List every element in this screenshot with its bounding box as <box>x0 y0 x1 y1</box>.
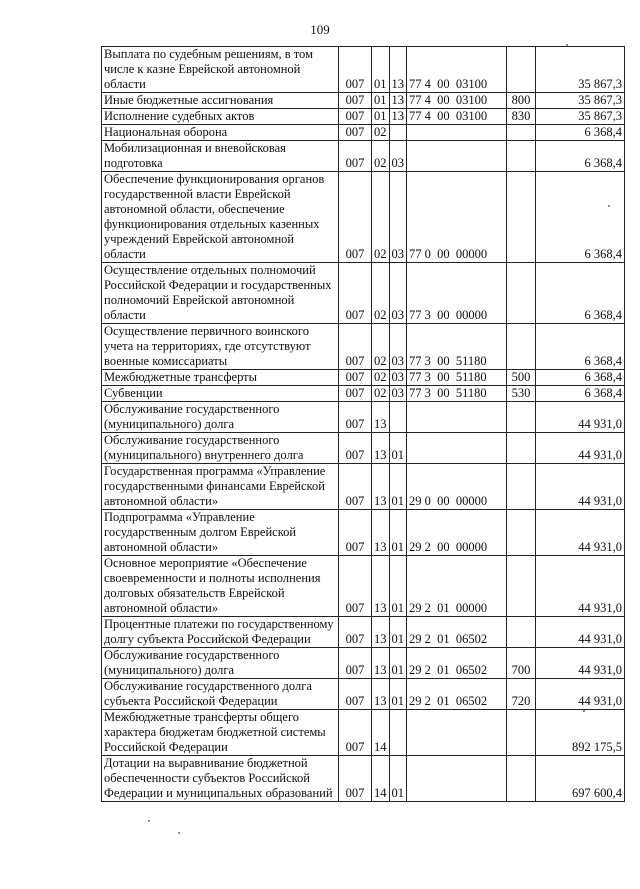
cell-subsection-code: 03 <box>389 370 407 386</box>
cell-name: Дотации на выравнивание бюджетной обеспеченности субъектов Российской Федерации и муниципальных образований <box>102 756 339 802</box>
cell-section-code: 13 <box>372 679 390 710</box>
cell-expense-type-code <box>507 141 536 172</box>
cell-target-article-code: 77 3 00 51180 <box>407 386 507 402</box>
cell-expense-type-code <box>507 125 536 141</box>
cell-section-code: 13 <box>372 464 390 510</box>
cell-target-article-code <box>407 710 507 756</box>
cell-expense-type-code <box>507 324 536 370</box>
cell-expense-type-code <box>507 47 536 93</box>
table-row <box>102 172 625 263</box>
cell-name: Основное мероприятие «Обеспечение своевременности и полноты исполнения долговых обязательств Еврейской автономной области» <box>102 556 339 617</box>
cell-expense-type-code <box>507 510 536 556</box>
table-row <box>102 141 625 172</box>
cell-admin-code: 007 <box>339 617 372 648</box>
scan-speck <box>178 832 180 834</box>
cell-subsection-code: 03 <box>389 263 407 324</box>
table-row <box>102 756 625 802</box>
cell-section-code: 01 <box>372 47 390 93</box>
cell-target-article-code: 77 4 00 03100 <box>407 47 507 93</box>
cell-amount: 6 368,4 <box>536 172 625 263</box>
cell-admin-code: 007 <box>339 679 372 710</box>
cell-expense-type-code: 720 <box>507 679 536 710</box>
table-row <box>102 510 625 556</box>
cell-target-article-code: 29 0 00 00000 <box>407 464 507 510</box>
cell-name: Межбюджетные трансферты общего характера бюджетам бюджетной системы Российской Федерации <box>102 710 339 756</box>
cell-amount: 6 368,4 <box>536 324 625 370</box>
cell-subsection-code <box>389 710 407 756</box>
cell-target-article-code <box>407 141 507 172</box>
cell-admin-code: 007 <box>339 263 372 324</box>
cell-admin-code: 007 <box>339 710 372 756</box>
cell-admin-code: 007 <box>339 109 372 125</box>
cell-name: Осуществление первичного воинского учета на территориях, где отсутствуют военные комиссариаты <box>102 324 339 370</box>
cell-amount: 35 867,3 <box>536 47 625 93</box>
table-row <box>102 47 625 93</box>
cell-target-article-code: 77 3 00 51180 <box>407 370 507 386</box>
cell-amount: 6 368,4 <box>536 386 625 402</box>
cell-admin-code: 007 <box>339 556 372 617</box>
cell-subsection-code: 13 <box>389 93 407 109</box>
cell-subsection-code: 01 <box>389 617 407 648</box>
cell-subsection-code: 03 <box>389 386 407 402</box>
table-row <box>102 648 625 679</box>
cell-admin-code: 007 <box>339 172 372 263</box>
budget-table-body <box>102 47 625 802</box>
cell-section-code: 02 <box>372 125 390 141</box>
cell-expense-type-code: 700 <box>507 648 536 679</box>
cell-expense-type-code <box>507 756 536 802</box>
cell-section-code: 01 <box>372 93 390 109</box>
cell-section-code: 14 <box>372 710 390 756</box>
table-row <box>102 263 625 324</box>
table-row <box>102 710 625 756</box>
cell-admin-code: 007 <box>339 648 372 679</box>
cell-target-article-code: 77 3 00 51180 <box>407 324 507 370</box>
cell-admin-code: 007 <box>339 386 372 402</box>
cell-admin-code: 007 <box>339 370 372 386</box>
cell-subsection-code: 03 <box>389 141 407 172</box>
cell-subsection-code: 13 <box>389 109 407 125</box>
cell-target-article-code <box>407 125 507 141</box>
cell-section-code: 13 <box>372 617 390 648</box>
budget-table <box>101 46 625 802</box>
cell-target-article-code: 29 2 01 00000 <box>407 556 507 617</box>
cell-amount: 44 931,0 <box>536 510 625 556</box>
cell-admin-code: 007 <box>339 433 372 464</box>
cell-target-article-code: 29 2 01 06502 <box>407 679 507 710</box>
table-row <box>102 125 625 141</box>
cell-name: Осуществление отдельных полномочий Российской Федерации и государственных полномочий Еврейской автономной области <box>102 263 339 324</box>
table-row <box>102 433 625 464</box>
cell-section-code: 14 <box>372 756 390 802</box>
cell-amount: 6 368,4 <box>536 370 625 386</box>
cell-expense-type-code: 500 <box>507 370 536 386</box>
cell-name: Мобилизационная и вневойсковая подготовка <box>102 141 339 172</box>
cell-amount: 35 867,3 <box>536 93 625 109</box>
cell-admin-code: 007 <box>339 402 372 433</box>
cell-amount: 44 931,0 <box>536 433 625 464</box>
table-row <box>102 93 625 109</box>
cell-expense-type-code <box>507 464 536 510</box>
cell-section-code: 02 <box>372 263 390 324</box>
scan-speck <box>148 820 150 822</box>
cell-subsection-code: 01 <box>389 556 407 617</box>
table-row <box>102 402 625 433</box>
cell-subsection-code: 01 <box>389 648 407 679</box>
cell-amount: 44 931,0 <box>536 679 625 710</box>
table-row <box>102 386 625 402</box>
cell-expense-type-code: 800 <box>507 93 536 109</box>
cell-amount: 6 368,4 <box>536 263 625 324</box>
cell-subsection-code: 03 <box>389 172 407 263</box>
cell-name: Обслуживание государственного (муниципального) долга <box>102 648 339 679</box>
cell-amount: 35 867,3 <box>536 109 625 125</box>
cell-name: Иные бюджетные ассигнования <box>102 93 339 109</box>
cell-subsection-code: 03 <box>389 324 407 370</box>
cell-admin-code: 007 <box>339 510 372 556</box>
scan-speck <box>583 710 585 712</box>
cell-name: Подпрограмма «Управление государственным долгом Еврейской автономной области» <box>102 510 339 556</box>
cell-expense-type-code: 530 <box>507 386 536 402</box>
cell-section-code: 13 <box>372 510 390 556</box>
cell-amount: 892 175,5 <box>536 710 625 756</box>
cell-subsection-code <box>389 125 407 141</box>
table-row <box>102 370 625 386</box>
table-row <box>102 679 625 710</box>
cell-admin-code: 007 <box>339 756 372 802</box>
cell-section-code: 02 <box>372 141 390 172</box>
cell-name: Выплата по судебным решениям, в том числе к казне Еврейской автономной области <box>102 47 339 93</box>
cell-target-article-code: 29 2 00 00000 <box>407 510 507 556</box>
cell-section-code: 13 <box>372 556 390 617</box>
cell-expense-type-code <box>507 710 536 756</box>
cell-subsection-code: 01 <box>389 756 407 802</box>
cell-amount: 44 931,0 <box>536 556 625 617</box>
cell-target-article-code: 77 4 00 03100 <box>407 109 507 125</box>
cell-admin-code: 007 <box>339 47 372 93</box>
cell-admin-code: 007 <box>339 324 372 370</box>
cell-name: Субвенции <box>102 386 339 402</box>
cell-target-article-code: 29 2 01 06502 <box>407 617 507 648</box>
cell-target-article-code: 77 4 00 03100 <box>407 93 507 109</box>
cell-admin-code: 007 <box>339 141 372 172</box>
cell-amount: 44 931,0 <box>536 617 625 648</box>
cell-section-code: 02 <box>372 386 390 402</box>
cell-expense-type-code <box>507 263 536 324</box>
cell-expense-type-code <box>507 433 536 464</box>
cell-section-code: 13 <box>372 433 390 464</box>
cell-subsection-code: 01 <box>389 433 407 464</box>
scan-speck <box>566 44 568 46</box>
scan-speck <box>608 205 610 207</box>
cell-amount: 44 931,0 <box>536 464 625 510</box>
cell-admin-code: 007 <box>339 93 372 109</box>
cell-expense-type-code <box>507 402 536 433</box>
cell-target-article-code: 77 3 00 00000 <box>407 263 507 324</box>
cell-target-article-code: 77 0 00 00000 <box>407 172 507 263</box>
page-number: 109 <box>310 22 330 37</box>
cell-amount: 6 368,4 <box>536 141 625 172</box>
cell-section-code: 01 <box>372 109 390 125</box>
cell-section-code: 02 <box>372 370 390 386</box>
cell-subsection-code: 01 <box>389 510 407 556</box>
cell-section-code: 02 <box>372 324 390 370</box>
table-row <box>102 617 625 648</box>
cell-amount: 6 368,4 <box>536 125 625 141</box>
table-row <box>102 464 625 510</box>
cell-expense-type-code <box>507 617 536 648</box>
cell-name: Обслуживание государственного долга субъекта Российской Федерации <box>102 679 339 710</box>
cell-name: Процентные платежи по государственному долгу субъекта Российской Федерации <box>102 617 339 648</box>
cell-target-article-code: 29 2 01 06502 <box>407 648 507 679</box>
cell-amount: 44 931,0 <box>536 402 625 433</box>
table-row <box>102 109 625 125</box>
table-row <box>102 324 625 370</box>
cell-name: Государственная программа «Управление государственными финансами Еврейской автономной области» <box>102 464 339 510</box>
cell-section-code: 13 <box>372 648 390 679</box>
cell-amount: 44 931,0 <box>536 648 625 679</box>
cell-amount: 697 600,4 <box>536 756 625 802</box>
cell-name: Обеспечение функционирования органов государственной власти Еврейской автономной области, обеспечение функционирования отдельных казенных учреждений Еврейской автономной области <box>102 172 339 263</box>
cell-subsection-code: 01 <box>389 679 407 710</box>
cell-section-code: 13 <box>372 402 390 433</box>
cell-name: Национальная оборона <box>102 125 339 141</box>
cell-admin-code: 007 <box>339 464 372 510</box>
cell-subsection-code: 13 <box>389 47 407 93</box>
cell-target-article-code <box>407 433 507 464</box>
cell-expense-type-code: 830 <box>507 109 536 125</box>
cell-subsection-code <box>389 402 407 433</box>
cell-admin-code: 007 <box>339 125 372 141</box>
cell-expense-type-code <box>507 172 536 263</box>
cell-section-code: 02 <box>372 172 390 263</box>
cell-target-article-code <box>407 402 507 433</box>
cell-target-article-code <box>407 756 507 802</box>
cell-name: Межбюджетные трансферты <box>102 370 339 386</box>
cell-name: Обслуживание государственного (муниципального) внутреннего долга <box>102 433 339 464</box>
cell-expense-type-code <box>507 556 536 617</box>
table-row <box>102 556 625 617</box>
cell-name: Исполнение судебных актов <box>102 109 339 125</box>
cell-subsection-code: 01 <box>389 464 407 510</box>
cell-name: Обслуживание государственного (муниципального) долга <box>102 402 339 433</box>
